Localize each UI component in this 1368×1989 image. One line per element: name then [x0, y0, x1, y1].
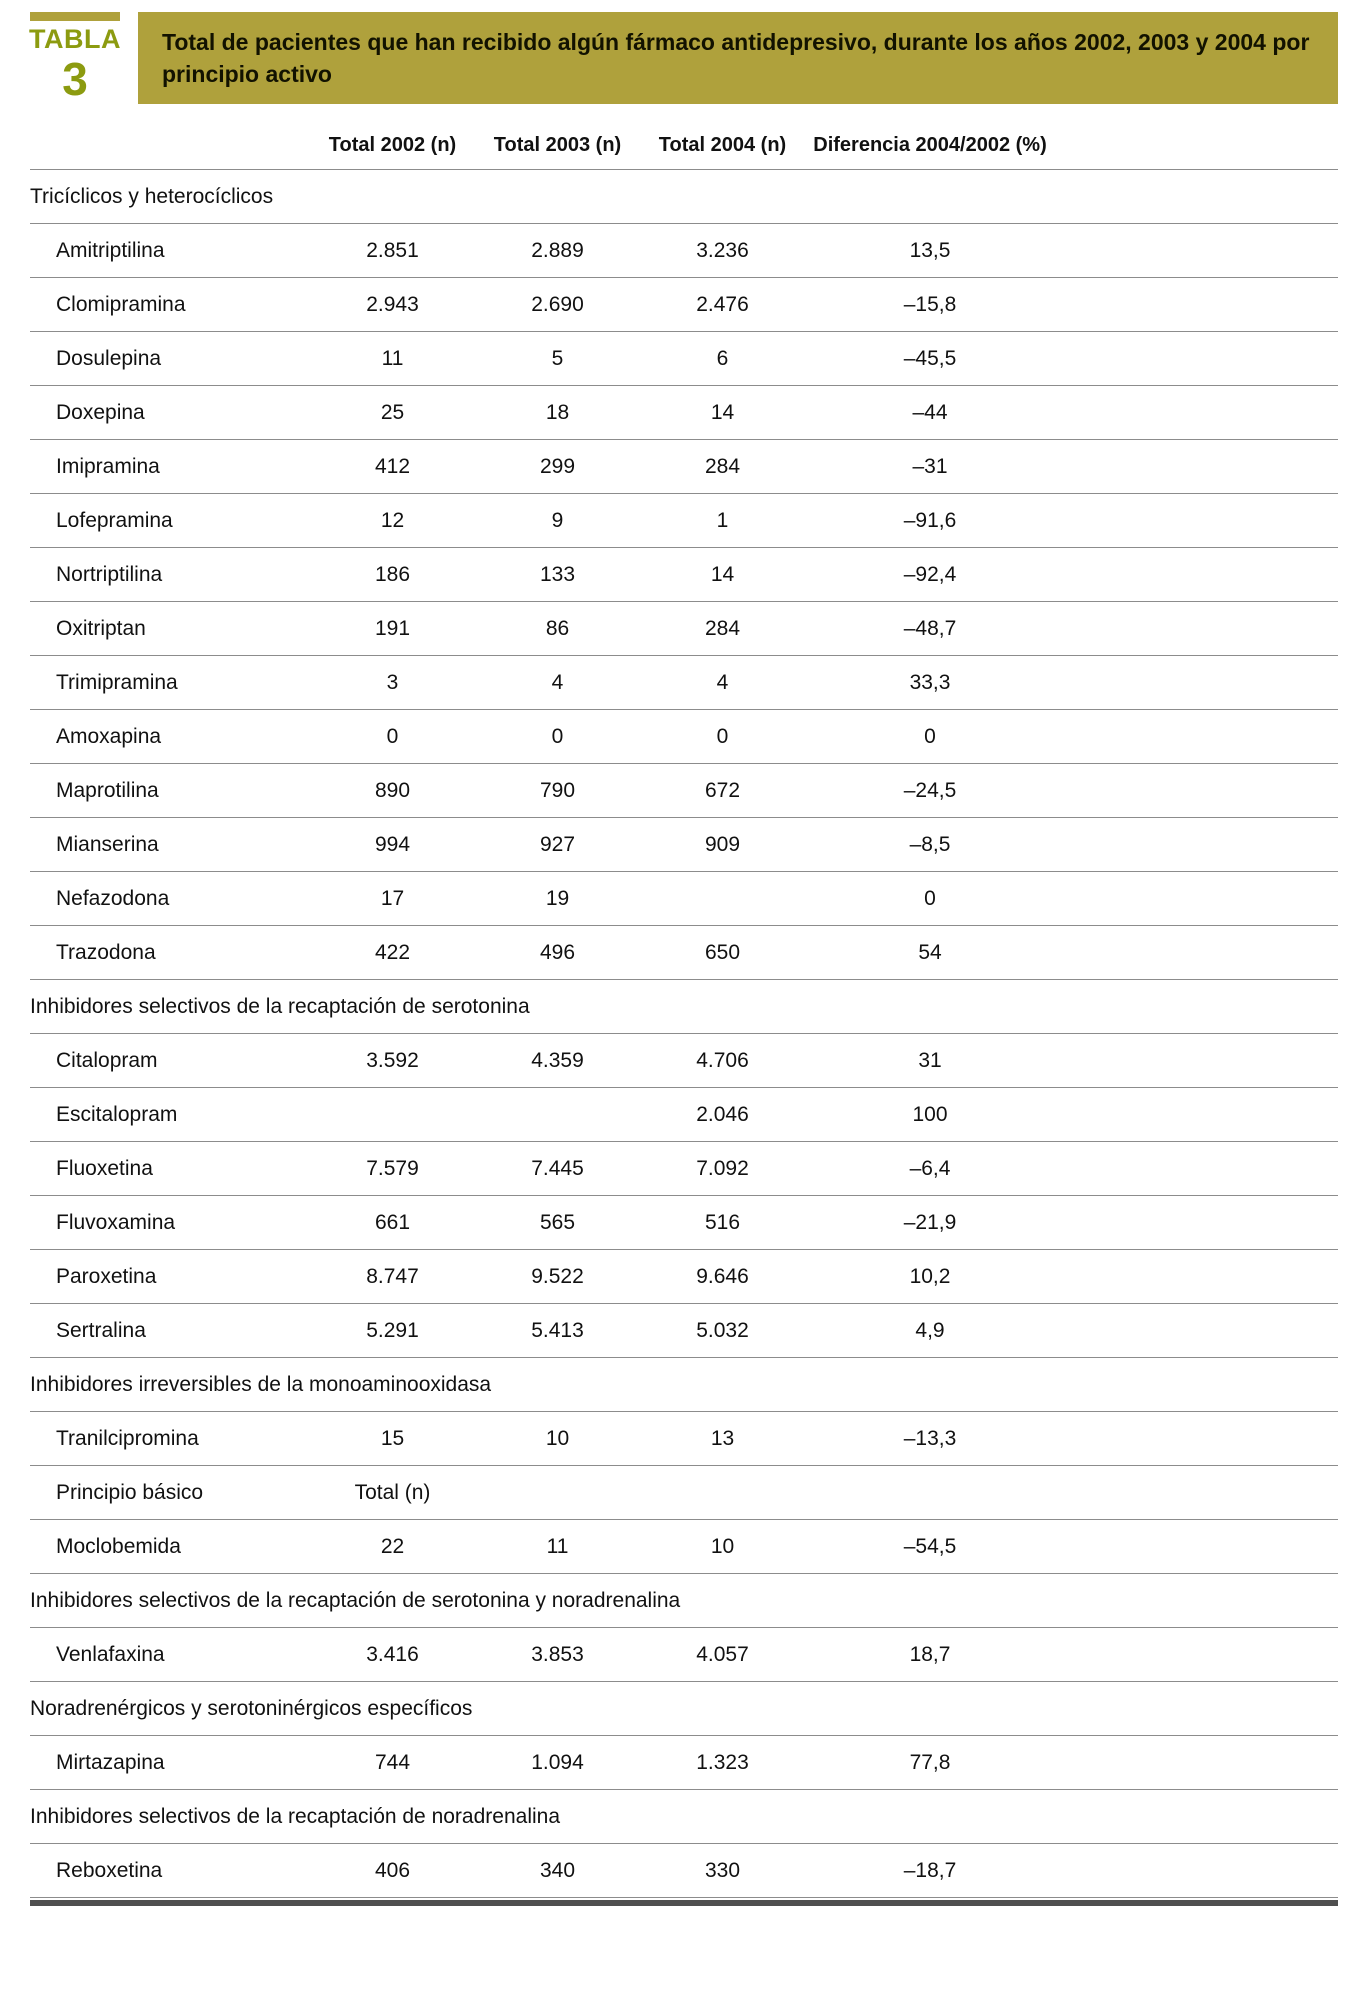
value-cell: 0	[924, 724, 936, 748]
drug-name: Fluoxetina	[56, 1156, 153, 1180]
value-cell: 4	[551, 670, 564, 694]
value-cell: 191	[374, 616, 411, 640]
value-cell: 340	[539, 1858, 576, 1882]
drug-name: Moclobemida	[56, 1534, 181, 1558]
value-cell: 650	[704, 940, 741, 964]
value-cell: 5	[551, 346, 564, 370]
value-cell: 54	[918, 940, 942, 964]
table-row	[30, 602, 1338, 656]
drug-name: Paroxetina	[56, 1264, 157, 1288]
value-cell: 672	[704, 778, 741, 802]
table-row	[30, 278, 1338, 332]
drug-name: Escitalopram	[56, 1102, 178, 1126]
value-cell: 927	[539, 832, 576, 856]
section-header-label: Inhibidores selectivos de la recaptación de noradrenalina	[30, 1804, 561, 1828]
value-cell: –18,7	[903, 1858, 957, 1882]
table-row	[30, 1736, 1338, 1790]
value-cell: 5.291	[366, 1318, 419, 1342]
value-cell: 86	[545, 616, 570, 640]
value-cell: 13,5	[909, 238, 951, 262]
table-title-bar	[138, 12, 1338, 104]
section-header-row	[30, 1574, 1338, 1628]
data-table	[30, 122, 1338, 1906]
drug-name: Trazodona	[56, 940, 156, 964]
value-cell: –48,7	[903, 616, 957, 640]
section-header-row	[30, 1682, 1338, 1736]
value-cell: 11	[546, 1534, 569, 1558]
value-cell: 890	[374, 778, 411, 802]
table-row	[30, 1142, 1338, 1196]
value-cell: 412	[374, 454, 411, 478]
value-cell: 6	[716, 346, 729, 370]
value-cell: 0	[924, 886, 936, 910]
value-cell: 3.236	[696, 238, 749, 262]
table-row	[30, 872, 1338, 926]
table-row	[30, 386, 1338, 440]
table-row	[30, 548, 1338, 602]
value-cell: 422	[374, 940, 411, 964]
drug-name: Mianserina	[56, 832, 159, 856]
table-row	[30, 1844, 1338, 1898]
value-cell: 4.359	[531, 1048, 584, 1072]
value-cell: 299	[539, 454, 576, 478]
table-row	[30, 440, 1338, 494]
value-cell: 10	[710, 1534, 735, 1558]
value-cell: –15,8	[903, 292, 957, 316]
section-header-row	[30, 1790, 1338, 1844]
table-row	[30, 1304, 1338, 1358]
value-cell: 994	[374, 832, 411, 856]
value-cell: 2.889	[531, 238, 584, 262]
column-header-total-2003: Total 2003 (n)	[493, 134, 622, 157]
value-cell: 2.690	[531, 292, 584, 316]
value-cell: 31	[918, 1048, 942, 1072]
value-cell: –31	[912, 454, 948, 478]
value-cell: 1	[716, 508, 729, 532]
value-cell: 744	[374, 1750, 411, 1774]
drug-name: Principio básico	[56, 1480, 204, 1504]
table-row	[30, 1196, 1338, 1250]
value-cell: 25	[380, 400, 405, 424]
value-cell: 18	[545, 400, 570, 424]
table-row	[30, 710, 1338, 764]
value-cell: 1.323	[696, 1750, 749, 1774]
table-title: Total de pacientes que han recibido algún fármaco antidepresivo, durante los años 2002, 2003 y 2004 por principio activo	[162, 29, 1310, 88]
value-cell: 4	[716, 670, 729, 694]
value-cell: 12	[380, 508, 405, 532]
value-cell: 4,9	[915, 1318, 945, 1342]
value-cell: 17	[380, 886, 405, 910]
drug-name: Trimipramina	[56, 670, 178, 694]
value-cell: 0	[551, 724, 564, 748]
value-cell: –44	[912, 400, 948, 424]
table-row	[30, 1466, 1338, 1520]
value-cell: 19	[545, 886, 570, 910]
value-cell: 2.046	[696, 1102, 749, 1126]
value-cell: –8,5	[909, 832, 951, 856]
table-row	[30, 1088, 1338, 1142]
value-cell: 5.413	[531, 1318, 584, 1342]
value-cell: 11	[381, 346, 404, 370]
value-cell: 14	[710, 562, 735, 586]
table-row	[30, 224, 1338, 278]
value-cell: 18,7	[909, 1642, 951, 1666]
value-cell: 4.706	[696, 1048, 749, 1072]
value-cell: 565	[539, 1210, 576, 1234]
table-bottom-rule	[30, 1900, 1338, 1906]
drug-name: Clomipramina	[56, 292, 186, 316]
value-cell: 909	[704, 832, 741, 856]
value-cell: 7.579	[366, 1156, 419, 1180]
table-row	[30, 1412, 1338, 1466]
drug-name: Oxitriptan	[56, 616, 146, 640]
drug-name: Maprotilina	[56, 778, 159, 802]
value-cell: 284	[704, 454, 741, 478]
table-row	[30, 818, 1338, 872]
drug-name: Nortriptilina	[56, 562, 163, 586]
value-cell: 516	[704, 1210, 741, 1234]
value-cell: 133	[539, 562, 576, 586]
value-cell: 496	[539, 940, 576, 964]
section-header-label: Inhibidores selectivos de la recaptación de serotonina y noradrenalina	[30, 1588, 681, 1612]
value-cell: 10,2	[909, 1264, 951, 1288]
drug-name: Reboxetina	[56, 1858, 163, 1882]
drug-name: Mirtazapina	[56, 1750, 165, 1774]
drug-name: Citalopram	[56, 1048, 158, 1072]
section-header-row	[30, 170, 1338, 224]
drug-name: Nefazodona	[56, 886, 170, 910]
drug-name: Imipramina	[56, 454, 160, 478]
value-cell: 330	[704, 1858, 741, 1882]
table-row	[30, 332, 1338, 386]
column-header-diferencia: Diferencia 2004/2002 (%)	[813, 134, 1047, 157]
column-header-row	[30, 122, 1338, 170]
section-header-label: Inhibidores irreversibles de la monoaminooxidasa	[30, 1372, 492, 1396]
drug-name: Sertralina	[56, 1318, 146, 1342]
drug-name: Doxepina	[56, 400, 145, 424]
value-cell: 0	[386, 724, 399, 748]
section-header-label: Noradrenérgicos y serotoninérgicos específicos	[30, 1696, 473, 1720]
drug-name: Venlafaxina	[56, 1642, 165, 1666]
table-label-number: 3	[62, 52, 88, 105]
value-cell: 2.943	[366, 292, 419, 316]
value-cell: 284	[704, 616, 741, 640]
table-row	[30, 656, 1338, 710]
table-row	[30, 1034, 1338, 1088]
table-row	[30, 1628, 1338, 1682]
value-cell: 33,3	[909, 670, 951, 694]
drug-name: Tranilcipromina	[56, 1426, 199, 1450]
value-cell: 100	[912, 1102, 948, 1126]
value-cell: 22	[380, 1534, 405, 1558]
value-cell: 13	[710, 1426, 735, 1450]
value-cell: 77,8	[909, 1750, 951, 1774]
value-cell: –6,4	[909, 1156, 951, 1180]
value-cell: 3.416	[366, 1642, 419, 1666]
drug-name: Fluvoxamina	[56, 1210, 176, 1234]
column-header-total-2004: Total 2004 (n)	[658, 134, 787, 157]
value-cell: 2.476	[696, 292, 749, 316]
drug-name: Amitriptilina	[56, 238, 165, 262]
value-cell: 14	[710, 400, 735, 424]
value-cell: 3.592	[366, 1048, 419, 1072]
label-accent-bar	[30, 12, 120, 21]
value-cell: 7.445	[531, 1156, 584, 1180]
value-cell: 8.747	[366, 1264, 419, 1288]
value-cell: 2.851	[366, 238, 419, 262]
drug-name: Amoxapina	[56, 724, 162, 748]
value-cell: 406	[374, 1858, 411, 1882]
value-cell: 186	[374, 562, 411, 586]
value-cell: –54,5	[903, 1534, 957, 1558]
table-header	[30, 12, 1338, 104]
value-cell: –91,6	[903, 508, 957, 532]
table-row	[30, 1250, 1338, 1304]
value-cell: 790	[539, 778, 576, 802]
section-header-row	[30, 1358, 1338, 1412]
value-cell: –13,3	[903, 1426, 957, 1450]
value-cell: –21,9	[903, 1210, 957, 1234]
value-cell: Total (n)	[354, 1480, 431, 1504]
section-header-label: Inhibidores selectivos de la recaptación de serotonina	[30, 994, 530, 1018]
table-row	[30, 1520, 1338, 1574]
value-cell: –45,5	[903, 346, 957, 370]
value-cell: 1.094	[531, 1750, 584, 1774]
value-cell: 15	[380, 1426, 405, 1450]
value-cell: 7.092	[696, 1156, 749, 1180]
section-header-label: Tricíclicos y heterocíclicos	[30, 184, 274, 208]
table-label-word: TABLA	[29, 24, 121, 54]
value-cell: 5.032	[696, 1318, 749, 1342]
drug-name: Lofepramina	[56, 508, 173, 532]
value-cell: 9.646	[696, 1264, 749, 1288]
table-row	[30, 764, 1338, 818]
value-cell: 9	[551, 508, 564, 532]
section-header-row	[30, 980, 1338, 1034]
table-body	[30, 170, 1338, 1898]
value-cell: 3.853	[531, 1642, 584, 1666]
table-row	[30, 494, 1338, 548]
value-cell: 10	[545, 1426, 570, 1450]
value-cell: 3	[386, 670, 399, 694]
column-header-total-2002: Total 2002 (n)	[328, 134, 457, 157]
value-cell: –24,5	[903, 778, 957, 802]
value-cell: 9.522	[531, 1264, 584, 1288]
drug-name: Dosulepina	[56, 346, 162, 370]
table-label-block	[30, 12, 120, 104]
value-cell: 661	[374, 1210, 411, 1234]
value-cell: 4.057	[696, 1642, 749, 1666]
table-row	[30, 926, 1338, 980]
value-cell: –92,4	[903, 562, 957, 586]
value-cell: 0	[716, 724, 729, 748]
